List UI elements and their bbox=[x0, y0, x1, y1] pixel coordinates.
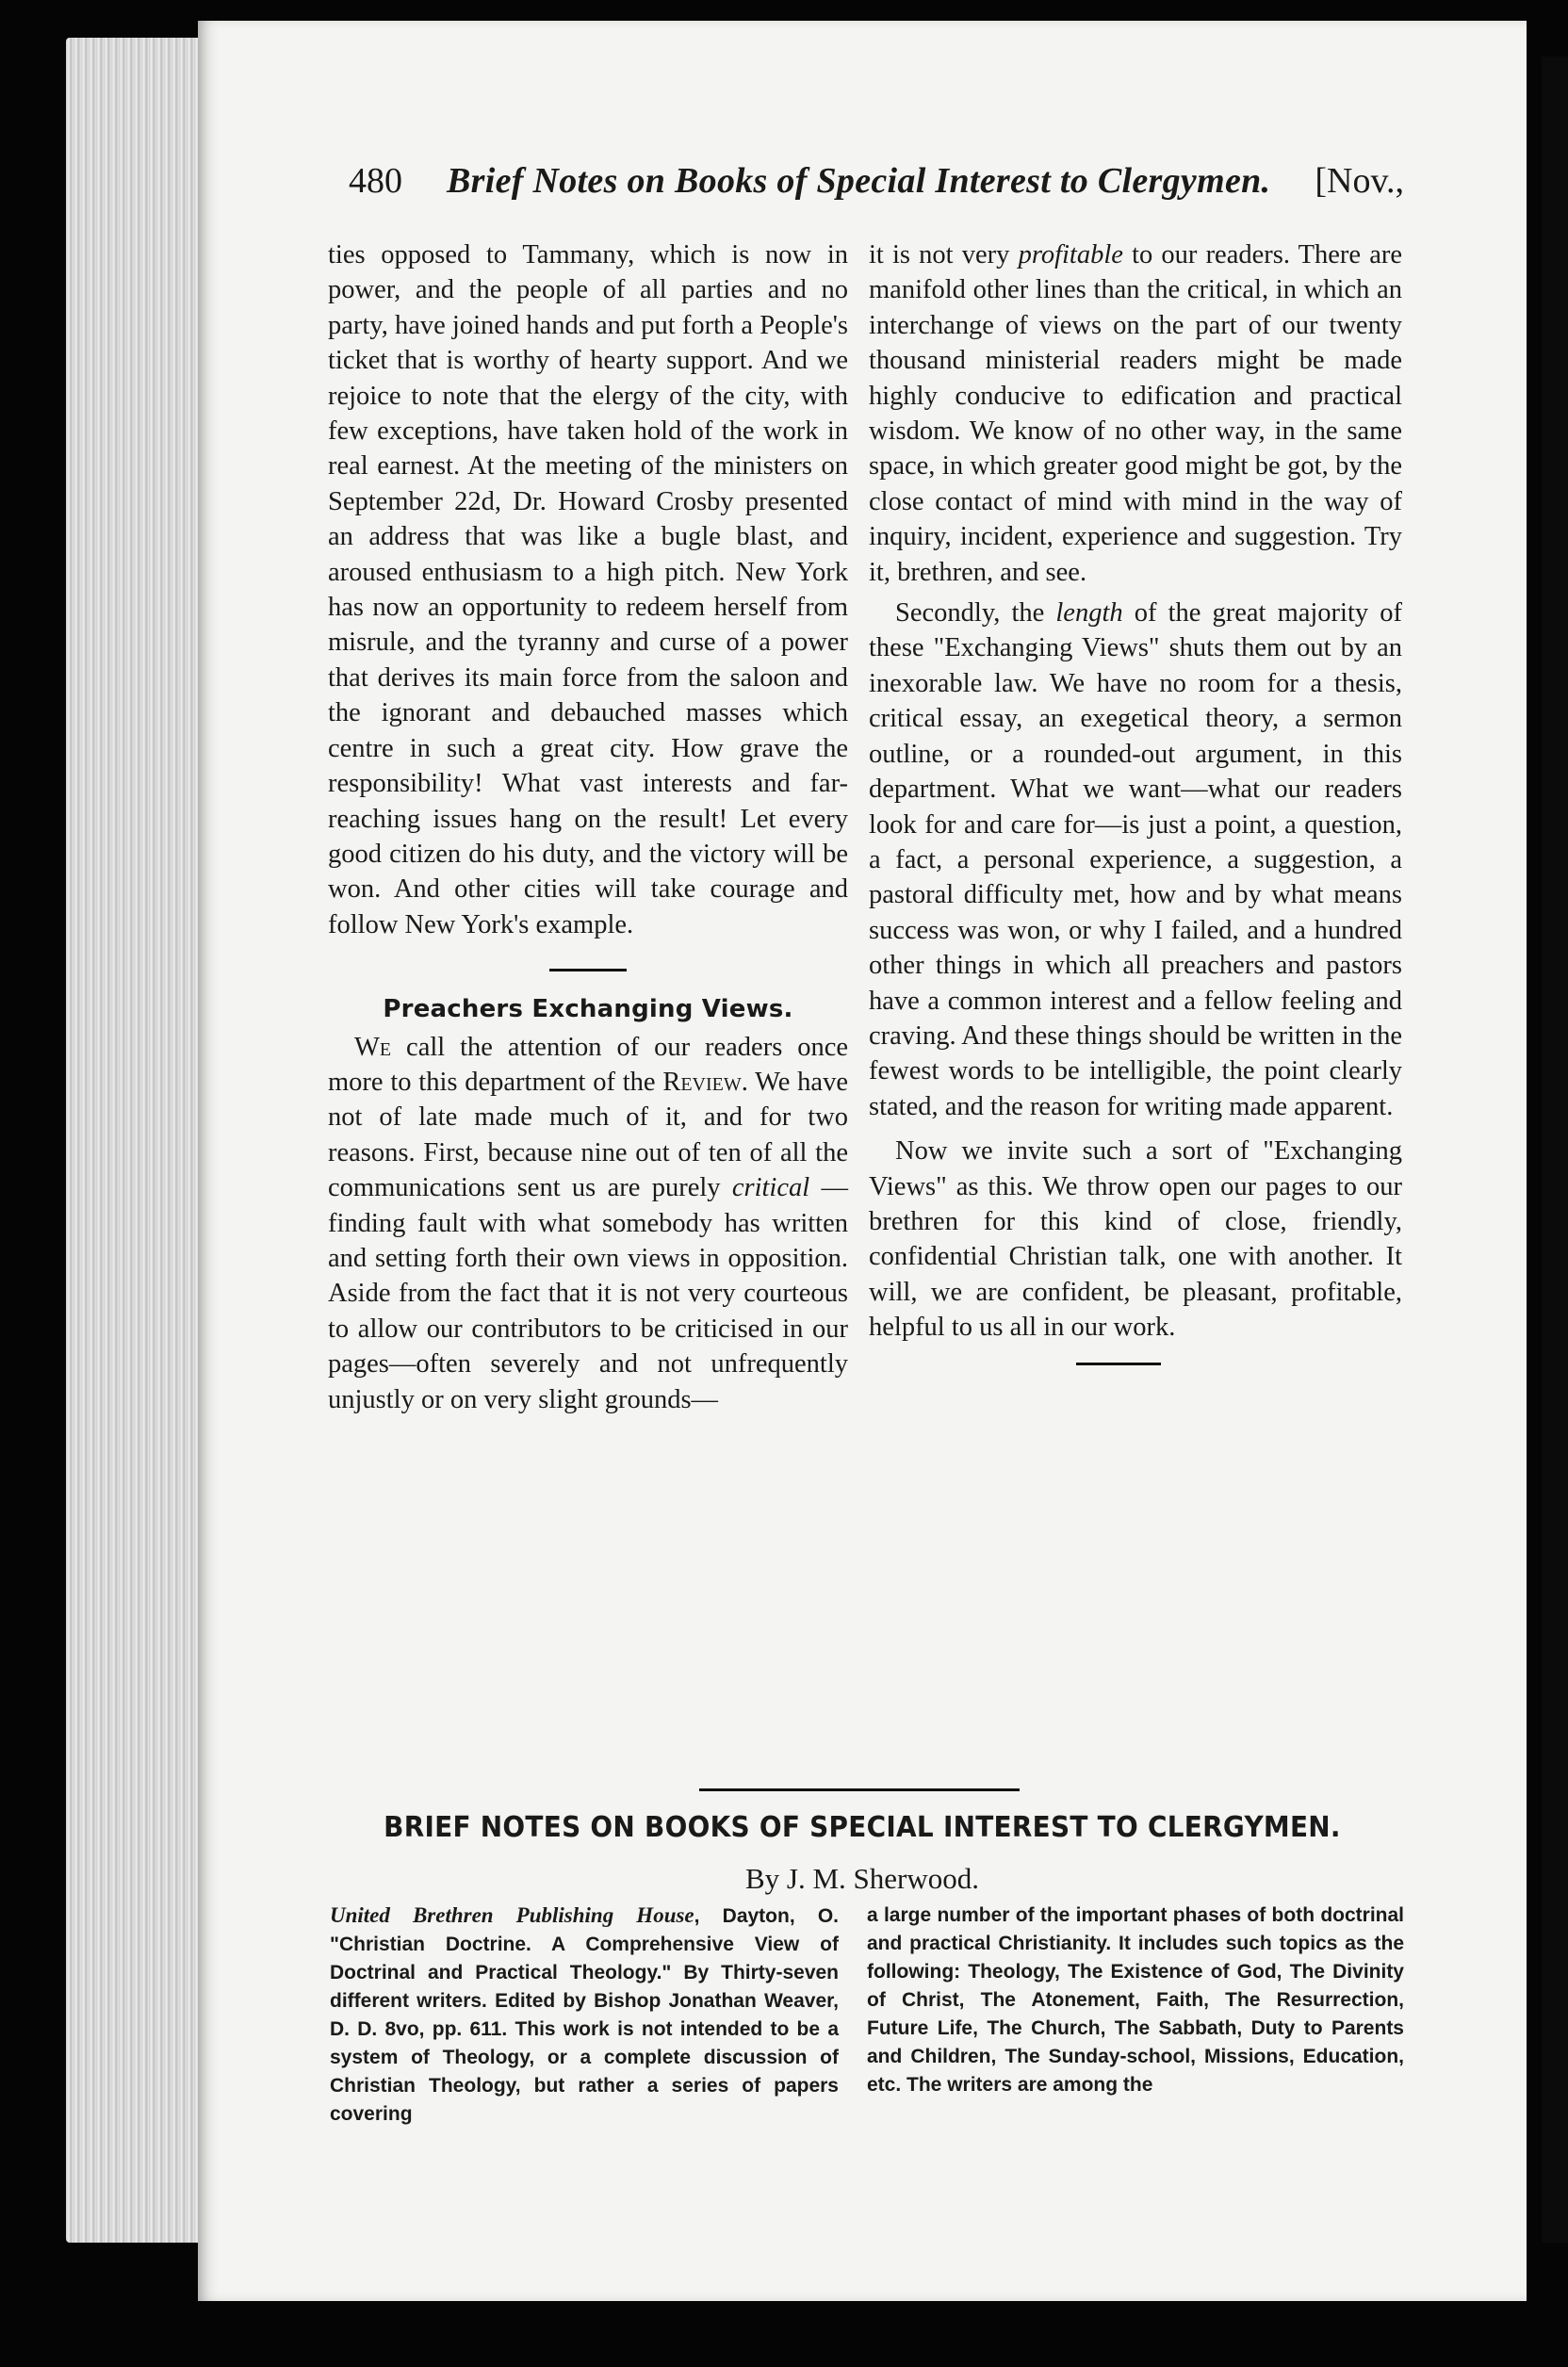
page-number: 480 bbox=[349, 161, 402, 201]
text-run: , Dayton, O. "Christian Doctrine. A Comprehensive View of Doctrinal and Practical Theology." By Thirty-seven different writers. Edited by Bishop Jonathan Weaver, D. D. 8vo, pp. 611. This work is not intended to be a system of Theology, or a complete discussion of Christian Theology, but rather a series of papers covering bbox=[330, 1905, 839, 2125]
column-end-rule bbox=[1076, 1363, 1161, 1365]
critical-word: critical bbox=[731, 1173, 810, 1203]
text-run: to our readers. There are manifold other lines than the critical, in which an interchange of views on the part of our twenty thousand ministerial readers might be made highly conducive to edification and practical wisdom. We know of no other way, in the same space, in which greater good might be got, by the close contact of mind with mind in the way of inquiry, incident, experience and suggestion. Try it, brethren, and see. bbox=[869, 240, 1403, 587]
notes-left-column bbox=[330, 1902, 839, 2129]
right-paragraph-1 bbox=[869, 237, 1402, 590]
byline: By J. M. Sherwood. bbox=[744, 1862, 979, 1895]
section-divider bbox=[549, 969, 627, 971]
right-paragraph-2 bbox=[869, 596, 1402, 1124]
right-column bbox=[869, 237, 1402, 1365]
length-word: length bbox=[1055, 598, 1123, 628]
notes-paragraph-right: a large number of the important phases of both doctrinal and practical Christianity. It includes such topics as the following: Theology, The Existence of God, The Divinity of Christ, The Atonement, Faith, The Resurrection, Future Life, The Church, The Sabbath, Duty to Parents and Children, The Sunday-school, Missions, Education, etc. The writers are among the bbox=[867, 1904, 1404, 2096]
text-run: it is not very bbox=[869, 240, 1019, 269]
notes-paragraph-left bbox=[330, 1902, 839, 2129]
book-page-edges bbox=[66, 38, 207, 2243]
text-run: . We have not of late made much of it, and for two reasons. First, because nine out of ten of all the communications sent us are purely bbox=[328, 1067, 848, 1203]
review-word: Review bbox=[662, 1067, 742, 1097]
header-month: [Nov., bbox=[1315, 161, 1404, 201]
running-title: Brief Notes on Books of Special Interest to Clergymen. bbox=[447, 161, 1271, 201]
section-title: BRIEF NOTES ON BOOKS OF SPECIAL INTEREST TO CLERGYMEN. bbox=[384, 1811, 1341, 1844]
text-run: — finding fault with what somebody has written and setting forth their own views in opposition. Aside from the fact that it is not very courteous to allow our contributors to be criticised in our pages—often severely and not unfrequently unjustly or on very slight grounds— bbox=[328, 1173, 849, 1414]
left-paragraph-1: ties opposed to Tammany, which is now in power, and the people of all parties and no party, have joined hands and put forth a People's ticket that is worthy of hearty support. And we rejoice to note that the elergy of the city, with few exceptions, have taken hold of the work in real earnest. At the meeting of the ministers on September 22d, Dr. Howard Crosby presented an address that was like a bugle blast, and aroused enthusiasm to a high pitch. New York has now an opportunity to redeem herself from misrule, and the tyranny and curse of a power that derives its main force from the saloon and the ignorant and debauched masses which centre in such a great city. How grave the responsibility! What vast interests and far-reaching issues hang on the result! Let every good citizen do his duty, and the victory will be won. And other cities will take courage and follow New York's example. bbox=[328, 240, 848, 939]
text-run: Secondly, the bbox=[895, 598, 1056, 628]
left-column bbox=[328, 237, 848, 1417]
right-paragraph-3: Now we invite such a sort of "Exchanging Views" as this. We throw open our pages to our brethren for this kind of close, friendly, confidential Christian talk, one with another. It will, we are confident, be pleasant, profitable, helpful to us all in our work. bbox=[869, 1136, 1402, 1343]
text-run: call the attention of our readers once more to this department of the bbox=[328, 1032, 848, 1097]
section-rule bbox=[699, 1788, 1020, 1791]
drop-lead-word: We bbox=[354, 1032, 392, 1062]
running-header bbox=[349, 160, 1404, 202]
subheading-preachers-exchanging-views: Preachers Exchanging Views. bbox=[383, 995, 793, 1024]
profitable-word: profitable bbox=[1018, 240, 1123, 269]
notes-right-column bbox=[867, 1902, 1404, 2099]
left-paragraph-2 bbox=[328, 1030, 848, 1417]
text-run: of the great majority of these "Exchanging Views" shuts them out by an inexorable law. We have no room for a thesis, critical essay, an exegetical theory, a sermon outline, or a rounded-out argument, in this department. What we want—what our readers look for and care for—is just a point, a question, a fact, a personal experience, a suggestion, a pastoral difficulty met, how and by what means success was won, or why I failed, and a hundred other things in which all preachers and pastors have a common interest and a fellow feeling and craving. And these things should be written in the fewest words to be intelligible, the point clearly stated, and the reason for writing made apparent. bbox=[869, 598, 1402, 1121]
publisher-name: United Brethren Publishing House bbox=[330, 1903, 694, 1927]
facing-page-edge bbox=[1542, 57, 1568, 2243]
